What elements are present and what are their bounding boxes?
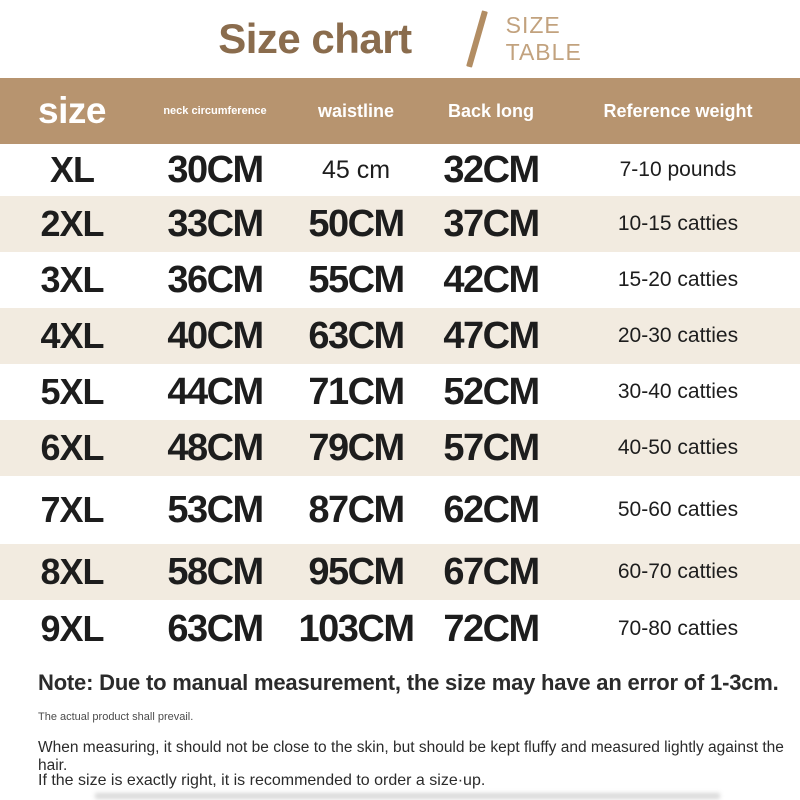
page-subtitle-line1: SIZE	[505, 12, 561, 38]
weight-value: 7-10 pounds	[619, 158, 737, 181]
waist-value: 103CM	[298, 607, 414, 650]
back-value: 42CM	[443, 258, 539, 301]
waist-value: 45 cm	[321, 155, 391, 184]
table-row	[0, 364, 800, 420]
column-header-weight: Reference weight	[603, 100, 753, 121]
column-header-size: size	[38, 90, 106, 131]
back-value: 72CM	[443, 607, 539, 650]
size-label: 5XL	[40, 371, 104, 412]
size-label: XL	[49, 149, 94, 190]
neck-value: 36CM	[167, 258, 263, 301]
slash-divider-icon	[466, 10, 488, 67]
column-header-waistline: waistline	[317, 100, 395, 121]
page-subtitle-line2: TABLE	[505, 39, 582, 65]
waist-value: 50CM	[308, 202, 404, 245]
neck-value: 30CM	[167, 148, 263, 191]
table-row	[0, 476, 800, 544]
table-header-row	[0, 78, 800, 144]
waist-value: 55CM	[308, 258, 404, 301]
waist-value: 71CM	[308, 370, 404, 413]
neck-value: 48CM	[167, 426, 263, 469]
table-row	[0, 196, 800, 252]
back-value: 52CM	[443, 370, 539, 413]
weight-value: 20-30 catties	[617, 324, 739, 347]
size-label: 8XL	[40, 551, 104, 592]
size-label: 6XL	[40, 427, 104, 468]
neck-value: 40CM	[167, 314, 263, 357]
weight-value: 40-50 catties	[617, 436, 739, 459]
weight-value: 50-60 catties	[617, 498, 739, 521]
back-value: 37CM	[443, 202, 539, 245]
back-value: 67CM	[443, 550, 539, 593]
back-value: 32CM	[443, 148, 539, 191]
neck-value: 53CM	[167, 488, 263, 531]
table-row	[0, 308, 800, 364]
size-label: 4XL	[40, 315, 104, 356]
neck-value: 63CM	[167, 607, 263, 650]
bottom-cutoff-smudge	[95, 793, 720, 799]
weight-value: 70-80 catties	[617, 617, 739, 640]
size-label: 7XL	[40, 489, 104, 530]
neck-value: 44CM	[167, 370, 263, 413]
table-row	[0, 544, 800, 600]
table-row	[0, 144, 800, 196]
neck-value: 58CM	[167, 550, 263, 593]
column-header-backlong: Back long	[447, 100, 535, 121]
table-row	[0, 420, 800, 476]
note-error-margin: Note: Due to manual measurement, the size may have an error of 1-3cm.	[38, 670, 779, 695]
size-label: 2XL	[40, 203, 104, 244]
back-value: 47CM	[443, 314, 539, 357]
size-label: 9XL	[40, 608, 104, 649]
table-row	[0, 600, 800, 658]
table-row	[0, 252, 800, 308]
waist-value: 95CM	[308, 550, 404, 593]
size-label: 3XL	[40, 259, 104, 300]
title-bar	[0, 0, 800, 78]
column-header-neck: neck circumference	[163, 105, 267, 117]
neck-value: 33CM	[167, 202, 263, 245]
note-measuring-tip: When measuring, it should not be close to the skin, but should be kept fluffy and measured lightly against the hair.	[38, 739, 784, 774]
note-size-up: If the size is exactly right, it is recommended to order a size·up.	[38, 772, 486, 789]
weight-value: 30-40 catties	[617, 380, 739, 403]
page-title: Size chart	[218, 15, 412, 62]
back-value: 62CM	[443, 488, 539, 531]
waist-value: 87CM	[308, 488, 404, 531]
weight-value: 15-20 catties	[617, 268, 739, 291]
back-value: 57CM	[443, 426, 539, 469]
page-subtitle	[506, 12, 582, 66]
waist-value: 79CM	[308, 426, 404, 469]
weight-value: 60-70 catties	[617, 560, 739, 583]
weight-value: 10-15 catties	[617, 212, 739, 235]
note-actual-product: The actual product shall prevail.	[38, 711, 194, 723]
waist-value: 63CM	[308, 314, 404, 357]
notes-section	[0, 656, 800, 800]
table-body	[0, 144, 800, 658]
